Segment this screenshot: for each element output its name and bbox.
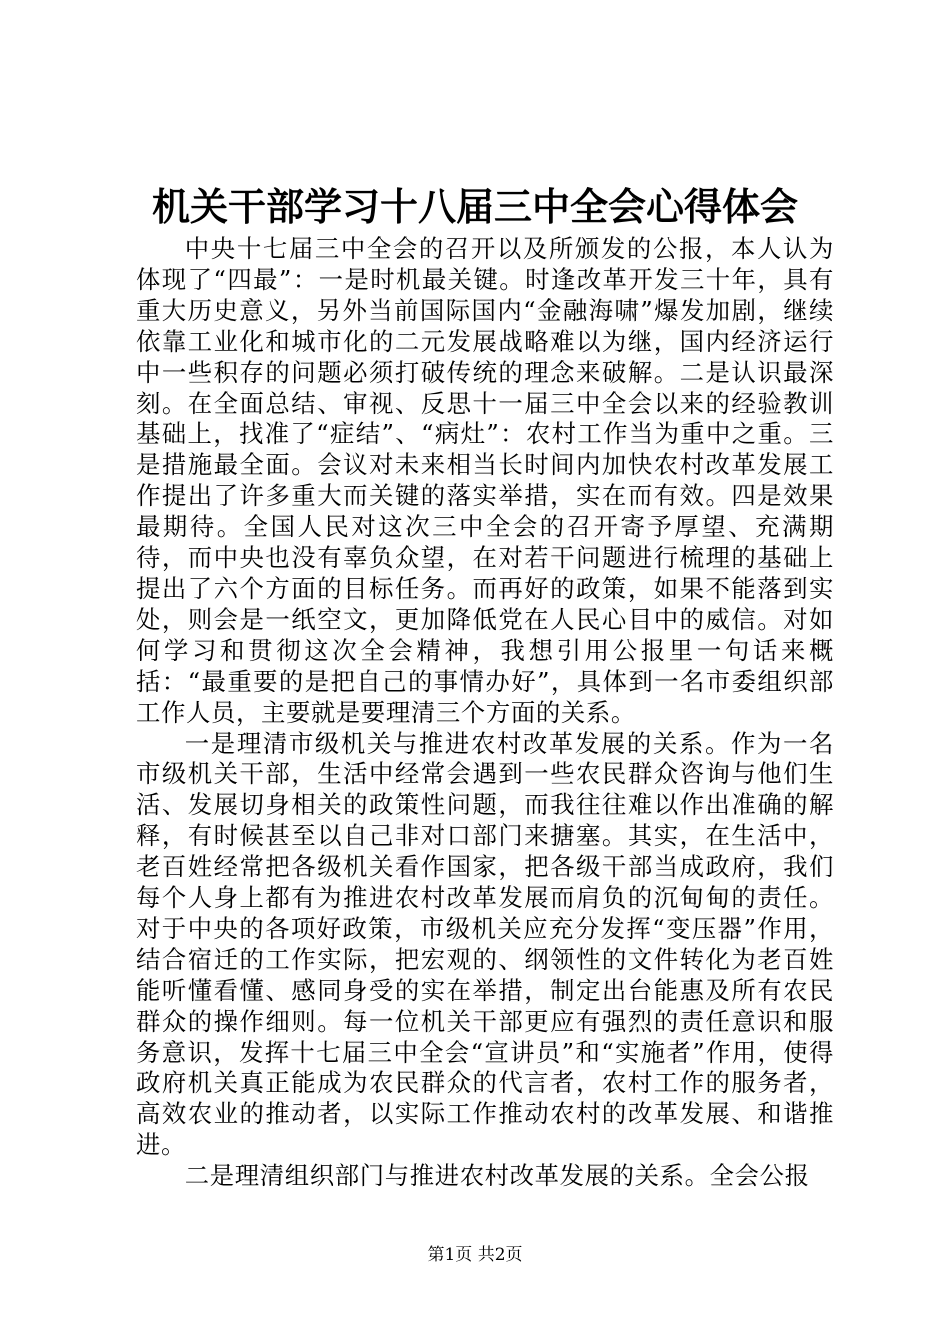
paragraph-3: 二是理清组织部门与推进农村改革发展的关系。全会公报 [184,1161,810,1191]
document-body [136,234,834,1192]
document-title: 机关干部学习十八届三中全会心得体会 [151,184,798,229]
paragraph-1: 中央十七届三中全会的召开以及所颁发的公报，本人认为体现了“四最”：一是时机最关键。时逢改革开发三十年，具有重大历史意义，另外当前国际国内“金融海啸”爆发加剧，继续依靠工业化和城市化的二元发展战略难以为继，国内经济运行中一些积存的问题必须打破传统的理念来破解。二是认识最深刻。在全面总结、审视、反思十一届三中全会以来的经验教训基础上，找准了“症结”、“病灶”：农村工作当为重中之重。三是措施最全面。会议对未来相当长时间内加快农村改革发展工作提出了许多重大而关键的落实举措，实在而有效。四是效果最期待。全国人民对这次三中全会的召开寄予厚望、充满期待，而中央也没有辜负众望，在对若干问题进行梳理的基础上提出了六个方面的目标任务。而再好的政策，如果不能落到实处，则会是一纸空文，更加降低党在人民心目中的威信。对如何学习和贯彻这次全会精神，我想引用公报里一句话来概括：“最重要的是把自己的事情办好”，具体到一名市委组织部工作人员，主要就是要理清三个方面的关系。 [136,234,834,727]
paragraph-2: 一是理清市级机关与推进农村改革发展的关系。作为一名市级机关干部，生活中经常会遇到一些农民群众咨询与他们生活、发展切身相关的政策性问题，而我往往难以作出准确的解释，有时候甚至以自己非对口部门来搪塞。其实，在生活中，老百姓经常把各级机关看作国家，把各级干部当成政府，我们每个人身上都有为推进农村改革发展而肩负的沉甸甸的责任。对于中央的各项好政策，市级机关应充分发挥“变压器”作用，结合宿迁的工作实际，把宏观的、纲领性的文件转化为老百姓能听懂看懂、感同身受的实在举措，制定出台能惠及所有农民群众的操作细则。每一位机关干部更应有强烈的责任意识和服务意识，发挥十七届三中全会“宣讲员”和“实施者”作用，使得政府机关真正能成为农民群众的代言者，农村工作的服务者，高效农业的推动者，以实际工作推动农村的改革发展、和谐推进。 [136,728,834,1160]
page-footer: 第1页 共2页 [427,1245,523,1265]
